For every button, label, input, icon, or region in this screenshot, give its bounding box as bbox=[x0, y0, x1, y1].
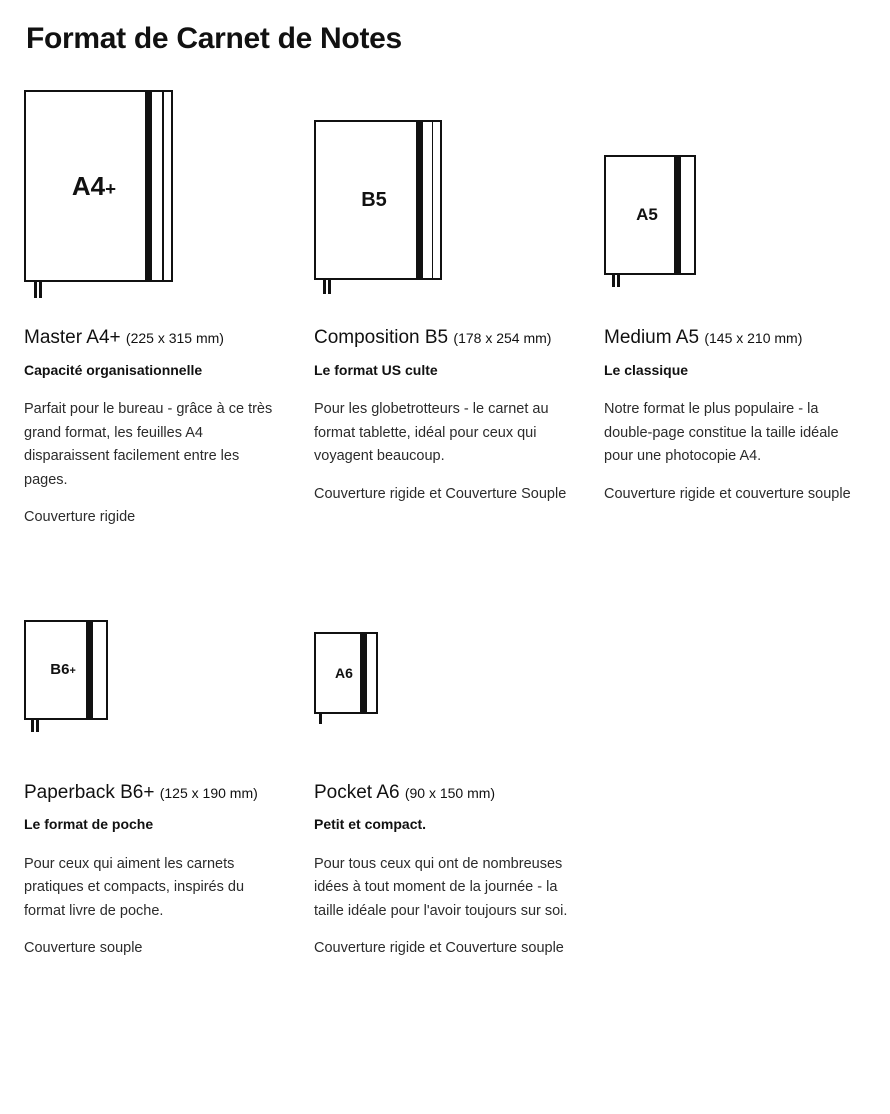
product-card-empty bbox=[604, 620, 890, 961]
notebook-page-edge bbox=[369, 632, 378, 714]
notebook-b6-icon bbox=[24, 620, 112, 720]
product-cover-options: Couverture rigide et Couverture souple bbox=[314, 940, 564, 957]
product-description: Notre format le plus populaire - la double-page constitue la taille idéale pour une photocopie A4. bbox=[604, 401, 839, 465]
product-tagline: Le format US culte bbox=[314, 361, 438, 378]
product-dimensions: (225 x 315 mm) bbox=[125, 330, 224, 346]
product-cover-options: Couverture rigide et couverture souple bbox=[604, 485, 851, 502]
product-card bbox=[604, 90, 890, 530]
product-title bbox=[24, 325, 286, 351]
notebook-spine bbox=[145, 90, 152, 282]
notebook-spine bbox=[674, 155, 681, 275]
product-cover-options: Couverture souple bbox=[24, 940, 143, 957]
notebook-spine bbox=[86, 620, 93, 720]
product-tagline: Petit et compact. bbox=[314, 816, 427, 833]
notebook-illustration-area bbox=[314, 90, 576, 315]
product-description: Parfait pour le bureau - grâce à ce très grand format, les feuilles A4 disparaissent facilement entre les pages. bbox=[24, 401, 273, 488]
notebook-bookmark-bands bbox=[323, 280, 331, 294]
notebook-page-edge bbox=[687, 155, 696, 275]
product-description: Pour tous ceux qui ont de nombreuses idées à tout moment de la journée - la taille idéale pour l'avoir toujours sur soi. bbox=[314, 855, 568, 919]
product-dimensions: (90 x 150 mm) bbox=[404, 784, 496, 801]
notebook-size-label: A6 bbox=[335, 664, 353, 681]
product-card bbox=[24, 620, 314, 961]
product-title bbox=[604, 325, 866, 351]
notebook-illustration-area bbox=[314, 620, 576, 770]
product-grid-row-2 bbox=[24, 620, 866, 961]
product-card bbox=[314, 90, 604, 530]
product-name: Medium A5 bbox=[604, 327, 700, 348]
product-tagline: Le format de poche bbox=[24, 816, 154, 833]
notebook-page-edge bbox=[164, 90, 173, 282]
product-title bbox=[24, 780, 286, 806]
notebook-bookmark-bands bbox=[612, 275, 620, 287]
product-grid-row-1 bbox=[24, 90, 866, 530]
notebook-a5-icon bbox=[604, 155, 700, 275]
product-dimensions: (145 x 210 mm) bbox=[704, 330, 803, 346]
product-title bbox=[314, 780, 576, 806]
notebook-spine bbox=[360, 632, 367, 714]
product-dimensions: (125 x 190 mm) bbox=[159, 784, 258, 801]
product-description: Pour ceux qui aiment les carnets pratiques et compacts, inspirés du format livre de poche. bbox=[24, 855, 245, 919]
product-cover-options: Couverture rigide et Couverture Souple bbox=[314, 485, 567, 502]
product-name: Pocket A6 bbox=[314, 781, 400, 803]
notebook-a6-icon bbox=[314, 632, 382, 714]
notebook-size-label: B6+ bbox=[50, 661, 76, 679]
notebook-illustration-area bbox=[604, 90, 866, 315]
product-name: Paperback B6+ bbox=[24, 781, 155, 803]
notebook-bookmark-bands bbox=[31, 720, 39, 732]
product-cover-options: Couverture rigide bbox=[24, 509, 136, 526]
product-tagline: Le classique bbox=[604, 361, 689, 378]
product-dimensions: (178 x 254 mm) bbox=[453, 330, 552, 346]
notebook-size-label: A4+ bbox=[71, 170, 117, 201]
product-card bbox=[24, 90, 314, 530]
product-name: Master A4+ bbox=[24, 327, 121, 348]
notebook-size-label: B5 bbox=[361, 188, 387, 211]
notebook-page-edge bbox=[99, 620, 108, 720]
product-name: Composition B5 bbox=[314, 327, 449, 348]
notebook-page-edge bbox=[433, 120, 442, 280]
product-description: Pour les globetrotteurs - le carnet au format tablette, idéal pour ceux qui voyagent beaucoup. bbox=[314, 401, 549, 465]
notebook-bookmark-bands bbox=[319, 714, 322, 724]
notebook-bookmark-bands bbox=[34, 282, 42, 298]
notebook-illustration-area bbox=[24, 90, 286, 315]
product-card bbox=[314, 620, 604, 961]
notebook-a4-icon bbox=[24, 90, 176, 282]
product-title bbox=[314, 325, 576, 351]
notebook-b5-icon bbox=[314, 120, 446, 280]
notebook-size-label: A5 bbox=[636, 205, 658, 224]
notebook-spine bbox=[416, 120, 423, 280]
product-tagline: Capacité organisationnelle bbox=[24, 361, 203, 378]
notebook-illustration-area bbox=[24, 620, 286, 770]
page-title: Format de Carnet de Notes bbox=[26, 22, 402, 55]
